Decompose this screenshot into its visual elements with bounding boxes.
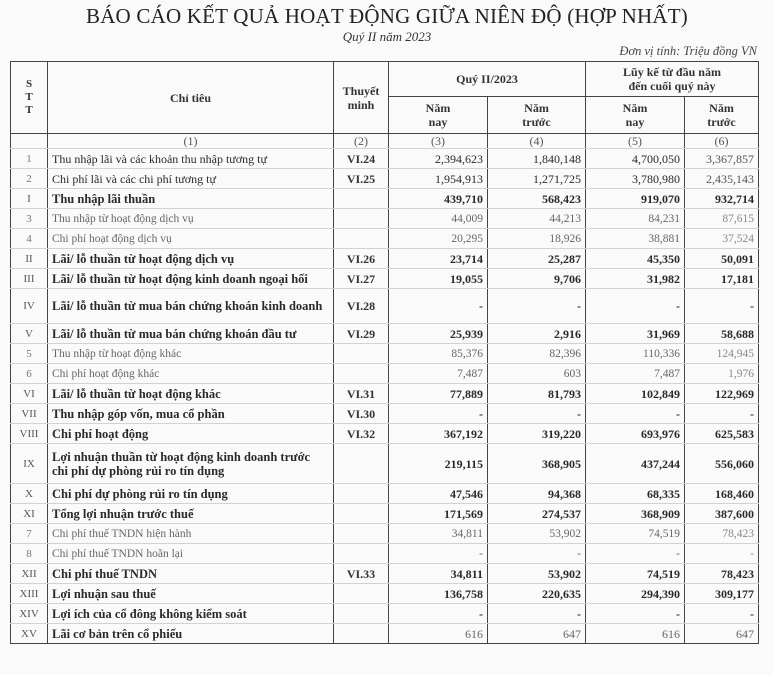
value-ytd-last-year: 17,181: [685, 269, 759, 289]
row-note-ref: [334, 229, 389, 249]
value-ytd-this-year: -: [586, 289, 685, 324]
row-label: Thu nhập lãi và các khoản thu nhập tương tự: [48, 149, 334, 169]
value-quarter-last-year: 2,916: [488, 324, 586, 344]
value-ytd-this-year: 110,336: [586, 344, 685, 364]
row-label: Lãi/ lỗ thuần từ mua bán chứng khoán kinh doanh: [48, 289, 334, 324]
value-ytd-this-year: 294,390: [586, 584, 685, 604]
row-note-ref: [334, 444, 389, 484]
row-note-ref: [334, 344, 389, 364]
value-quarter-last-year: -: [488, 289, 586, 324]
table-row: [11, 584, 759, 604]
row-note-ref: [334, 504, 389, 524]
value-ytd-this-year: 31,969: [586, 324, 685, 344]
row-label: Lãi/ lỗ thuần từ hoạt động dịch vụ: [48, 249, 334, 269]
row-note-ref: [334, 544, 389, 564]
value-quarter-this-year: 7,487: [389, 364, 488, 384]
value-ytd-this-year: 45,350: [586, 249, 685, 269]
row-label: Lãi/ lỗ thuần từ hoạt động kinh doanh ngoại hối: [48, 269, 334, 289]
value-quarter-last-year: 568,423: [488, 189, 586, 209]
value-quarter-this-year: 616: [389, 624, 488, 644]
table-row: [11, 249, 759, 269]
row-label: Lãi/ lỗ thuần từ hoạt động khác: [48, 384, 334, 404]
row-note-ref: [334, 524, 389, 544]
value-quarter-this-year: 136,758: [389, 584, 488, 604]
row-label: Lợi ích của cổ đông không kiểm soát: [48, 604, 334, 624]
value-quarter-last-year: 603: [488, 364, 586, 384]
table-row: [11, 624, 759, 644]
index-cell: (5): [586, 134, 685, 149]
value-ytd-this-year: -: [586, 544, 685, 564]
row-note-ref: VI.28: [334, 289, 389, 324]
value-quarter-last-year: 82,396: [488, 344, 586, 364]
value-ytd-last-year: 625,583: [685, 424, 759, 444]
value-ytd-last-year: 1,976: [685, 364, 759, 384]
value-ytd-this-year: 3,780,980: [586, 169, 685, 189]
row-number: 5: [11, 344, 48, 364]
value-ytd-this-year: 31,982: [586, 269, 685, 289]
header-quarter-this-year: Năm nay: [389, 97, 488, 134]
value-quarter-this-year: 44,009: [389, 209, 488, 229]
row-note-ref: VI.29: [334, 324, 389, 344]
row-number: V: [11, 324, 48, 344]
row-number: III: [11, 269, 48, 289]
header-ytd-group: Lũy kế từ đầu năm đến cuối quý này: [586, 62, 759, 97]
value-ytd-last-year: 58,688: [685, 324, 759, 344]
row-number: 8: [11, 544, 48, 564]
value-ytd-this-year: 38,881: [586, 229, 685, 249]
currency-unit: Đơn vị tính: Triệu đồng VN: [619, 44, 757, 58]
row-number: VIII: [11, 424, 48, 444]
index-cell: (2): [334, 134, 389, 149]
row-note-ref: VI.31: [334, 384, 389, 404]
index-cell-blank: [11, 134, 48, 149]
value-quarter-this-year: 367,192: [389, 424, 488, 444]
value-ytd-this-year: 368,909: [586, 504, 685, 524]
value-ytd-this-year: 102,849: [586, 384, 685, 404]
row-note-ref: VI.33: [334, 564, 389, 584]
table-row: [11, 484, 759, 504]
value-quarter-this-year: 85,376: [389, 344, 488, 364]
value-quarter-this-year: 34,811: [389, 564, 488, 584]
value-ytd-last-year: 78,423: [685, 564, 759, 584]
value-quarter-this-year: -: [389, 289, 488, 324]
value-quarter-last-year: 220,635: [488, 584, 586, 604]
value-quarter-this-year: 439,710: [389, 189, 488, 209]
row-number: XIII: [11, 584, 48, 604]
row-number: II: [11, 249, 48, 269]
value-quarter-last-year: 1,840,148: [488, 149, 586, 169]
table-row: [11, 384, 759, 404]
value-ytd-last-year: 309,177: [685, 584, 759, 604]
value-quarter-this-year: -: [389, 544, 488, 564]
column-index-row: [11, 134, 759, 149]
row-label: Chi phí thuế TNDN: [48, 564, 334, 584]
table-row: [11, 209, 759, 229]
table-row: [11, 364, 759, 384]
row-label: Lợi nhuận thuần từ hoạt động kinh doanh trước chi phí dự phòng rủi ro tín dụng: [48, 444, 334, 484]
row-note-ref: [334, 604, 389, 624]
table-row: [11, 269, 759, 289]
value-quarter-last-year: 368,905: [488, 444, 586, 484]
value-ytd-last-year: 387,600: [685, 504, 759, 524]
table-row: [11, 189, 759, 209]
value-quarter-last-year: -: [488, 604, 586, 624]
value-quarter-this-year: 34,811: [389, 524, 488, 544]
value-ytd-this-year: 693,976: [586, 424, 685, 444]
value-quarter-this-year: 47,546: [389, 484, 488, 504]
value-quarter-last-year: -: [488, 544, 586, 564]
row-label: Thu nhập góp vốn, mua cổ phần: [48, 404, 334, 424]
row-number: IV: [11, 289, 48, 324]
value-ytd-last-year: 87,615: [685, 209, 759, 229]
row-number: VII: [11, 404, 48, 424]
row-label: Chi phí hoạt động khác: [48, 364, 334, 384]
value-ytd-last-year: 50,091: [685, 249, 759, 269]
value-quarter-last-year: 94,368: [488, 484, 586, 504]
value-quarter-last-year: 25,287: [488, 249, 586, 269]
row-note-ref: [334, 364, 389, 384]
row-number: XII: [11, 564, 48, 584]
value-quarter-this-year: 25,939: [389, 324, 488, 344]
value-quarter-last-year: 81,793: [488, 384, 586, 404]
row-number: XI: [11, 504, 48, 524]
value-ytd-last-year: 3,367,857: [685, 149, 759, 169]
index-cell: (6): [685, 134, 759, 149]
value-quarter-this-year: 1,954,913: [389, 169, 488, 189]
index-cell: (1): [48, 134, 334, 149]
row-label: Lãi/ lỗ thuần từ mua bán chứng khoán đầu tư: [48, 324, 334, 344]
row-number: 2: [11, 169, 48, 189]
row-number: 4: [11, 229, 48, 249]
value-ytd-this-year: 4,700,050: [586, 149, 685, 169]
value-ytd-this-year: 437,244: [586, 444, 685, 484]
table-row: [11, 424, 759, 444]
value-quarter-last-year: 274,537: [488, 504, 586, 524]
table-row: [11, 169, 759, 189]
value-quarter-last-year: -: [488, 404, 586, 424]
row-note-ref: VI.27: [334, 269, 389, 289]
header-ytd-last-year: Năm trước: [685, 97, 759, 134]
row-note-ref: VI.32: [334, 424, 389, 444]
table-row: [11, 324, 759, 344]
row-number: IX: [11, 444, 48, 484]
value-ytd-this-year: 74,519: [586, 564, 685, 584]
table-row: [11, 604, 759, 624]
value-quarter-this-year: 2,394,623: [389, 149, 488, 169]
value-quarter-last-year: 44,213: [488, 209, 586, 229]
value-quarter-this-year: -: [389, 604, 488, 624]
value-ytd-last-year: 556,060: [685, 444, 759, 484]
table-row: [11, 564, 759, 584]
row-label: Chi phí lãi và các chi phí tương tự: [48, 169, 334, 189]
index-cell: (4): [488, 134, 586, 149]
value-ytd-last-year: 124,945: [685, 344, 759, 364]
row-number: VI: [11, 384, 48, 404]
row-number: XV: [11, 624, 48, 644]
value-ytd-last-year: 37,524: [685, 229, 759, 249]
row-label: Thu nhập từ hoạt động khác: [48, 344, 334, 364]
row-note-ref: VI.25: [334, 169, 389, 189]
value-ytd-last-year: 122,969: [685, 384, 759, 404]
value-ytd-this-year: -: [586, 604, 685, 624]
header-stt: S T T: [11, 62, 48, 134]
row-number: 1: [11, 149, 48, 169]
value-ytd-this-year: -: [586, 404, 685, 424]
value-ytd-last-year: 932,714: [685, 189, 759, 209]
row-label: Lợi nhuận sau thuế: [48, 584, 334, 604]
row-note-ref: VI.24: [334, 149, 389, 169]
value-quarter-last-year: 1,271,725: [488, 169, 586, 189]
row-label: Chi phí hoạt động dịch vụ: [48, 229, 334, 249]
value-quarter-this-year: 19,055: [389, 269, 488, 289]
row-number: 6: [11, 364, 48, 384]
table-row: [11, 229, 759, 249]
value-ytd-this-year: 74,519: [586, 524, 685, 544]
value-quarter-last-year: 647: [488, 624, 586, 644]
table-row: [11, 504, 759, 524]
value-ytd-last-year: 647: [685, 624, 759, 644]
value-quarter-last-year: 9,706: [488, 269, 586, 289]
value-ytd-last-year: 78,423: [685, 524, 759, 544]
row-number: 7: [11, 524, 48, 544]
row-number: X: [11, 484, 48, 504]
value-ytd-this-year: 7,487: [586, 364, 685, 384]
value-quarter-this-year: 219,115: [389, 444, 488, 484]
row-number: I: [11, 189, 48, 209]
header-note: Thuyết minh: [334, 62, 389, 134]
value-ytd-last-year: -: [685, 289, 759, 324]
value-quarter-this-year: 23,714: [389, 249, 488, 269]
value-ytd-this-year: 919,070: [586, 189, 685, 209]
header-item: Chỉ tiêu: [48, 62, 334, 134]
table-row: [11, 289, 759, 324]
header-quarter-last-year: Năm trước: [488, 97, 586, 134]
value-quarter-this-year: -: [389, 404, 488, 424]
header-ytd-this-year: Năm nay: [586, 97, 685, 134]
table-row: [11, 444, 759, 484]
value-quarter-this-year: 20,295: [389, 229, 488, 249]
row-label: Tổng lợi nhuận trước thuế: [48, 504, 334, 524]
value-ytd-this-year: 616: [586, 624, 685, 644]
row-label: Chi phí thuế TNDN hoãn lại: [48, 544, 334, 564]
value-ytd-last-year: -: [685, 404, 759, 424]
row-label: Thu nhập lãi thuần: [48, 189, 334, 209]
value-ytd-this-year: 68,335: [586, 484, 685, 504]
value-quarter-this-year: 77,889: [389, 384, 488, 404]
table-row: [11, 344, 759, 364]
table-row: [11, 404, 759, 424]
table-row: [11, 524, 759, 544]
report-period: Quý II năm 2023: [342, 29, 432, 44]
row-label: Chi phí hoạt động: [48, 424, 334, 444]
value-ytd-last-year: 168,460: [685, 484, 759, 504]
report-title: BÁO CÁO KẾT QUẢ HOẠT ĐỘNG GIỮA NIÊN ĐỘ (HỢP NHẤT): [85, 4, 688, 28]
value-ytd-last-year: -: [685, 604, 759, 624]
income-statement-table: [10, 61, 759, 644]
header-quarter-group: Quý II/2023: [389, 62, 586, 97]
value-quarter-last-year: 319,220: [488, 424, 586, 444]
row-number: 3: [11, 209, 48, 229]
value-quarter-last-year: 18,926: [488, 229, 586, 249]
value-quarter-last-year: 53,902: [488, 564, 586, 584]
value-ytd-last-year: -: [685, 544, 759, 564]
row-note-ref: [334, 624, 389, 644]
row-note-ref: VI.26: [334, 249, 389, 269]
row-note-ref: [334, 584, 389, 604]
table-row: [11, 149, 759, 169]
table-row: [11, 544, 759, 564]
row-note-ref: VI.30: [334, 404, 389, 424]
row-note-ref: [334, 189, 389, 209]
row-number: XIV: [11, 604, 48, 624]
row-label: Lãi cơ bản trên cổ phiếu: [48, 624, 334, 644]
row-label: Chi phí dự phòng rủi ro tín dụng: [48, 484, 334, 504]
row-note-ref: [334, 484, 389, 504]
row-label: Thu nhập từ hoạt động dịch vụ: [48, 209, 334, 229]
value-quarter-this-year: 171,569: [389, 504, 488, 524]
index-cell: (3): [389, 134, 488, 149]
value-ytd-last-year: 2,435,143: [685, 169, 759, 189]
value-quarter-last-year: 53,902: [488, 524, 586, 544]
row-label: Chi phí thuế TNDN hiện hành: [48, 524, 334, 544]
value-ytd-this-year: 84,231: [586, 209, 685, 229]
row-note-ref: [334, 209, 389, 229]
